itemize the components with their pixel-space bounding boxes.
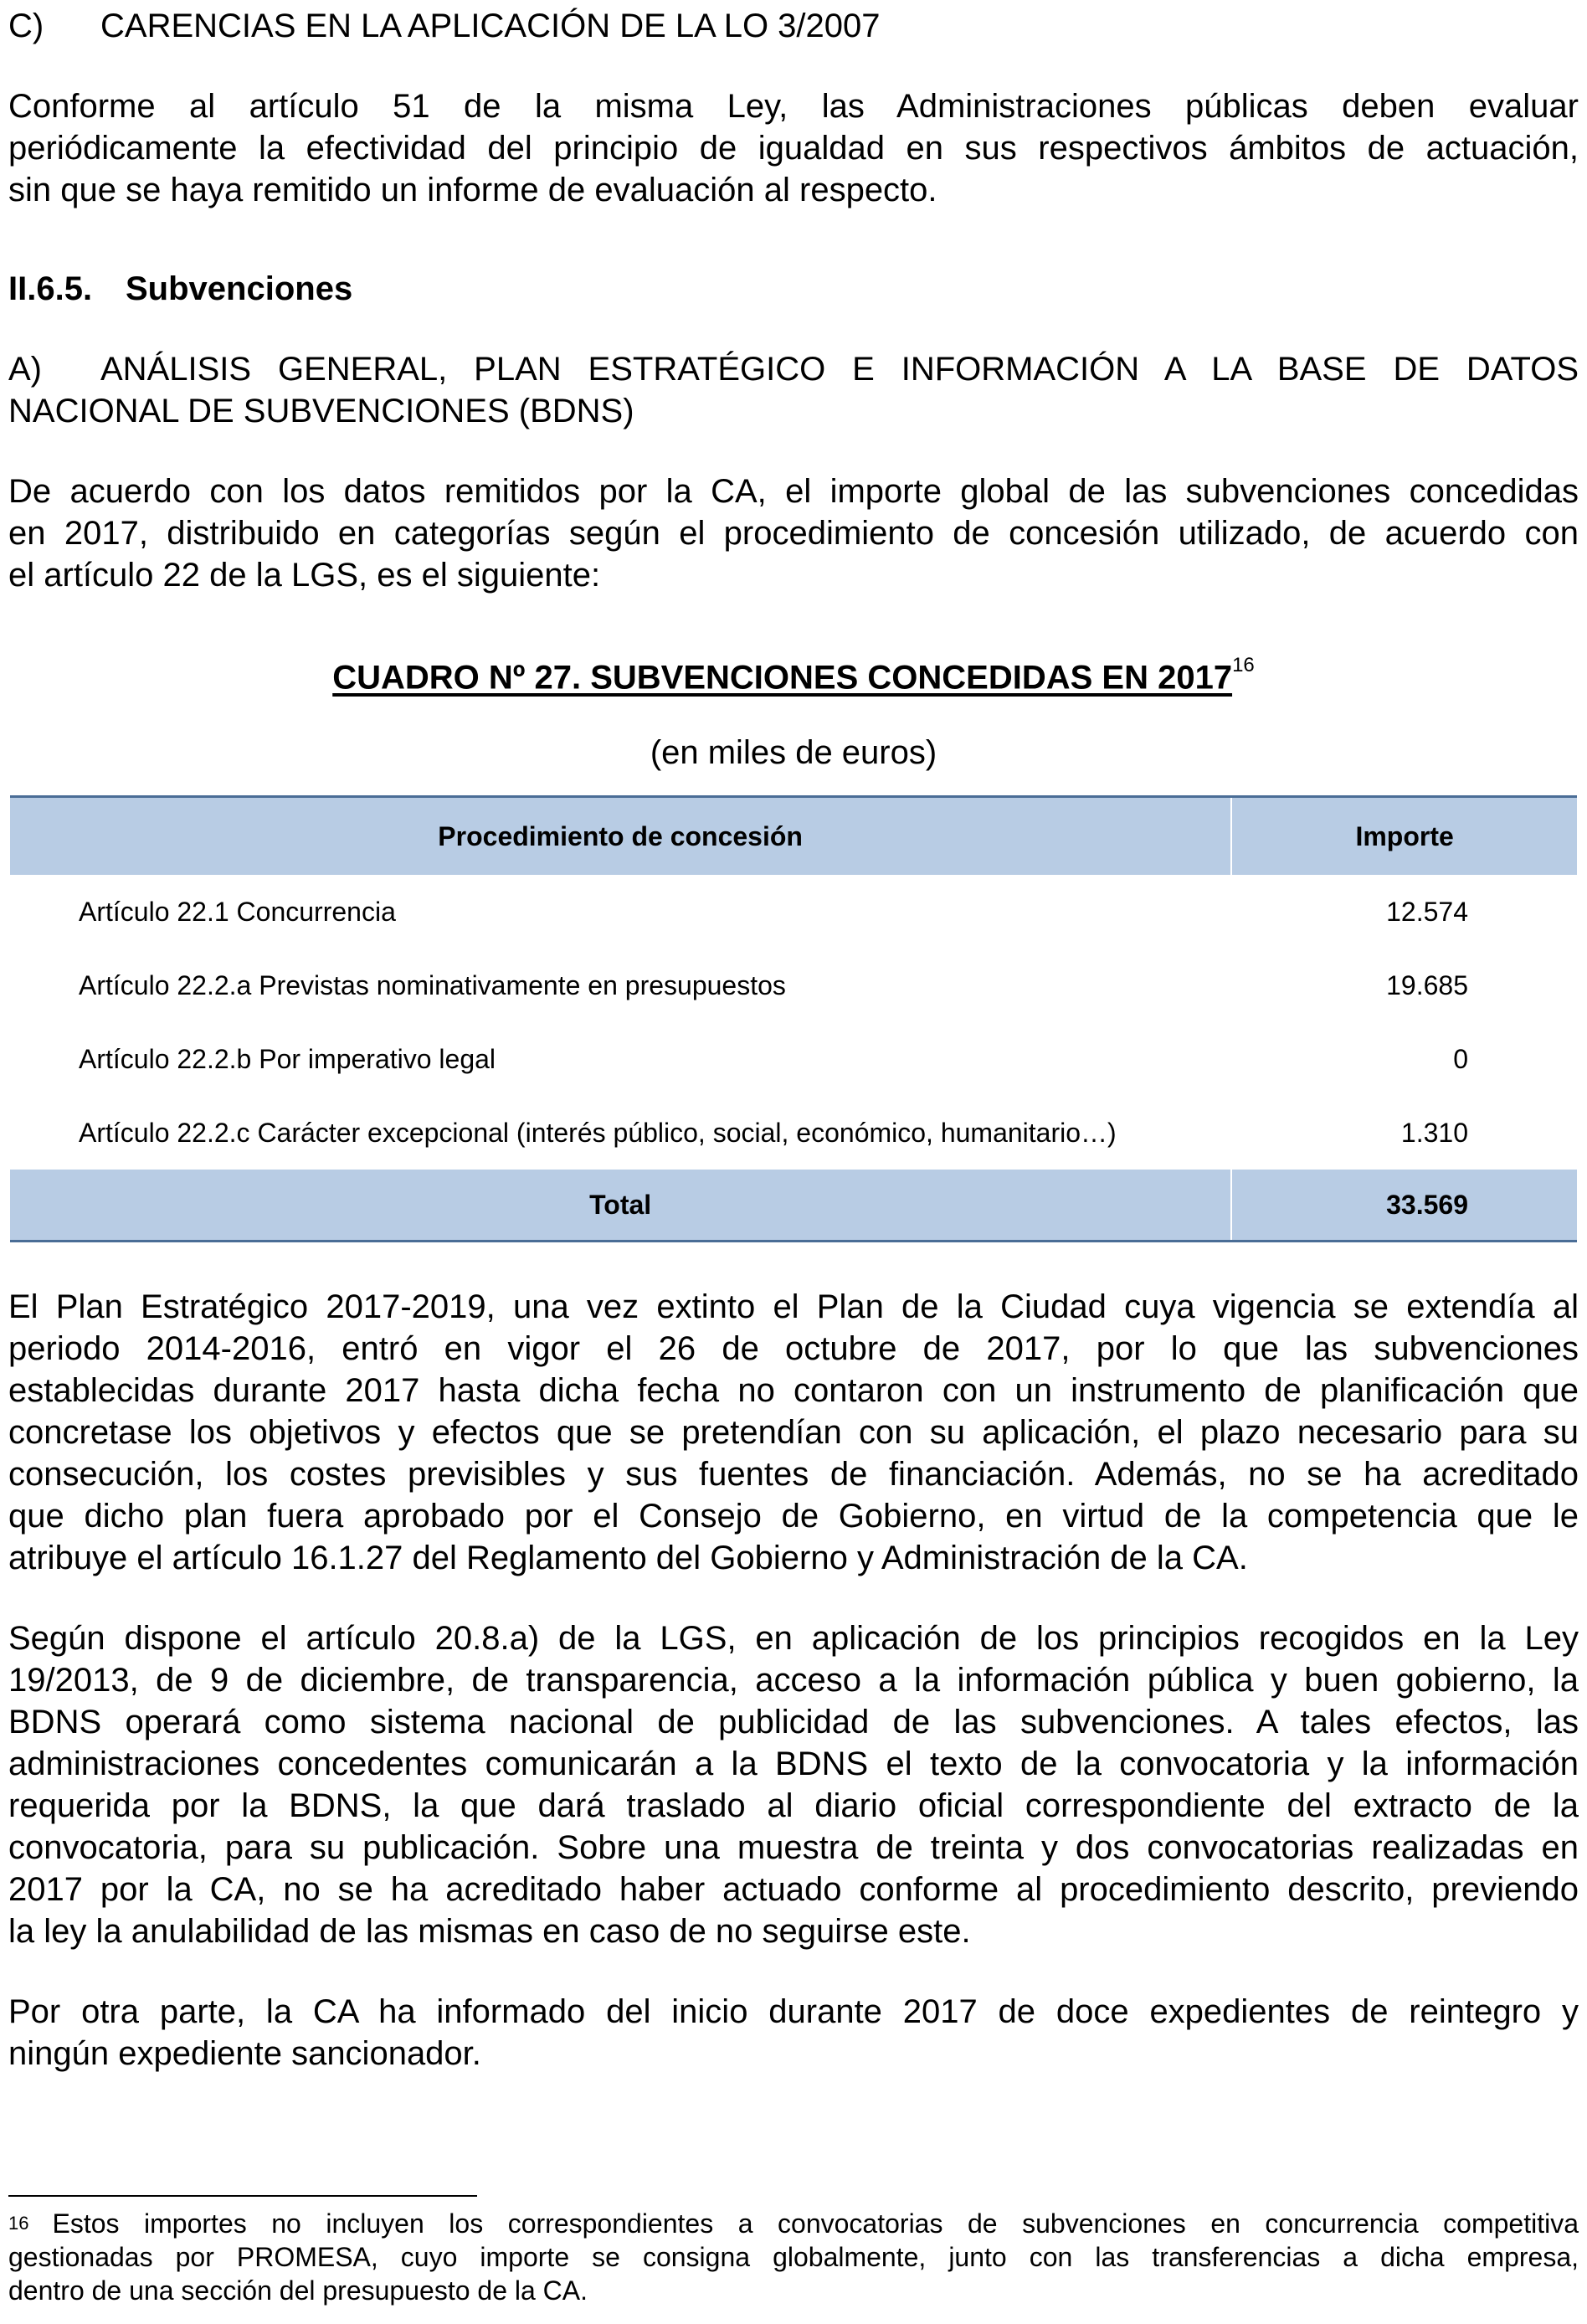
row-amount: 1.310 [1400,1117,1468,1148]
paragraph-1-line-3: sin que se haya remitido un informe de evaluación al respecto. [8,172,937,208]
row-procedure: Artículo 22.2.c Carácter excepcional (interés público, social, económico, humanitario…) [79,1117,1117,1148]
paragraph-3-line-7: atribuye el artículo 16.1.27 del Reglamento del Gobierno y Administración de la CA. [8,1540,1248,1576]
row-amount: 0 [1453,1043,1468,1074]
header-procedure: Procedimiento de concesión [10,797,1231,876]
paragraph-4-line-3: BDNS operará como sistema nacional de publicidad de las subvenciones. A tales efectos, las [8,1704,1579,1740]
paragraph-3-line-5: consecución, los costes previsibles y sus fuentes de financiación. Además, no se ha acreditado [8,1456,1579,1493]
footnote-line-1 [8,2207,1579,2244]
footnote-line-2: gestionadas por PROMESA, cuyo importe se consigna globalmente, junto con las transferencias a dicha empresa, [8,2242,1579,2272]
paragraph-3-line-6: que dicho plan fuera aprobado por el Consejo de Gobierno, en virtud de la competencia que le [8,1498,1579,1535]
table-row [10,875,1577,949]
total-amount: 33.569 [1231,1170,1577,1242]
row-procedure: Artículo 22.2.a Previstas nominativamente en presupuestos [79,969,786,1000]
table-footnote-ref: 16 [1232,654,1255,676]
paragraph-3-line-2: periodo 2014-2016, entró en vigor el 26 de octubre de 2017, por lo que las subvenciones [8,1330,1579,1367]
table-row [10,1096,1577,1170]
footnote-number: 16 [8,2213,29,2234]
section-c-heading [8,5,1579,47]
table-row [10,949,1577,1022]
footnote-text-line-1: Estos importes no incluyen los correspondientes a convocatorias de subvenciones en concurrencia competitiva [52,2208,1579,2239]
paragraph-4-line-2: 19/2013, de 9 de diciembre, de transparencia, acceso a la información pública y buen gobierno, la [8,1662,1579,1699]
section-a-heading-line-2: NACIONAL DE SUBVENCIONES (BDNS) [8,393,634,429]
header-amount: Importe [1231,797,1577,876]
subsidies-table [10,795,1577,1242]
paragraph-1-line-1: Conforme al artículo 51 de la misma Ley, las Administraciones públicas deben evaluar [8,88,1579,125]
paragraph-1-line-2: periódicamente la efectividad del principio de igualdad en sus respectivos ámbitos de actuación, [8,130,1579,167]
paragraph-3-line-3: establecidas durante 2017 hasta dicha fecha no contaron con un instrumento de planificación que [8,1372,1579,1409]
paragraph-5-line-2: ningún expediente sancionador. [8,2035,481,2072]
table-total-row [10,1170,1577,1242]
paragraph-2-line-3: el artículo 22 de la LGS, es el siguiente: [8,557,601,594]
paragraph-2-line-1: De acuerdo con los datos remitidos por la CA, el importe global de las subvenciones concedidas [8,473,1579,510]
section-a-label: A) [8,351,42,388]
paragraph-3-line-1: El Plan Estratégico 2017-2019, una vez extinto el Plan de la Ciudad cuya vigencia se extendía al [8,1288,1579,1325]
paragraph-4-line-1: Según dispone el artículo 20.8.a) de la LGS, en aplicación de los principios recogidos en la Ley [8,1620,1579,1657]
section-heading [8,268,1579,310]
row-procedure: Artículo 22.1 Concurrencia [79,896,396,927]
paragraph-4-line-5: requerida por la BDNS, la que dará traslado al diario oficial correspondiente del extracto de la [8,1787,1579,1824]
row-amount: 12.574 [1386,896,1468,927]
paragraph-4-line-4: administraciones concedentes comunicarán a la BDNS el texto de la convocatoria y la información [8,1746,1579,1782]
section-title: Subvenciones [126,270,353,307]
footnote-rule [8,2195,477,2197]
section-a-heading-line-1 [8,348,1579,390]
row-amount: 19.685 [1386,969,1468,1000]
table-row [10,1022,1577,1096]
table-title-text: CUADRO Nº 27. SUBVENCIONES CONCEDIDAS EN 2017 [332,659,1233,697]
table-header-row [10,797,1577,876]
total-label: Total [10,1170,1231,1242]
section-number: II.6.5. [8,270,93,307]
paragraph-2-line-2: en 2017, distribuido en categorías según el procedimiento de concesión utilizado, de acuerdo con [8,515,1579,552]
paragraph-4-line-8: la ley la anulabilidad de las mismas en caso de no seguirse este. [8,1913,971,1950]
paragraph-4-line-6: convocatoria, para su publicación. Sobre una muestra de treinta y dos convocatorias realizadas en [8,1829,1579,1866]
paragraph-3-line-4: concretase los objetivos y efectos que se pretendían con su aplicación, el plazo necesario para su [8,1414,1579,1451]
paragraph-4-line-7: 2017 por la CA, no se ha acreditado haber actuado conforme al procedimiento descrito, previendo [8,1871,1579,1908]
section-c-title: CARENCIAS EN LA APLICACIÓN DE LA LO 3/2007 [100,8,881,44]
footnote-line-3: dentro de una sección del presupuesto de la CA. [8,2275,588,2306]
paragraph-5-line-1: Por otra parte, la CA ha informado del inicio durante 2017 de doce expedientes de reintegro y [8,1993,1579,2030]
table-title [0,650,1587,698]
section-c-label: C) [8,8,44,44]
section-a-title-line-1: ANÁLISIS GENERAL, PLAN ESTRATÉGICO E INFORMACIÓN A LA BASE DE DATOS [100,351,1579,388]
row-procedure: Artículo 22.2.b Por imperativo legal [79,1043,496,1074]
table-unit: (en miles de euros) [650,734,937,771]
